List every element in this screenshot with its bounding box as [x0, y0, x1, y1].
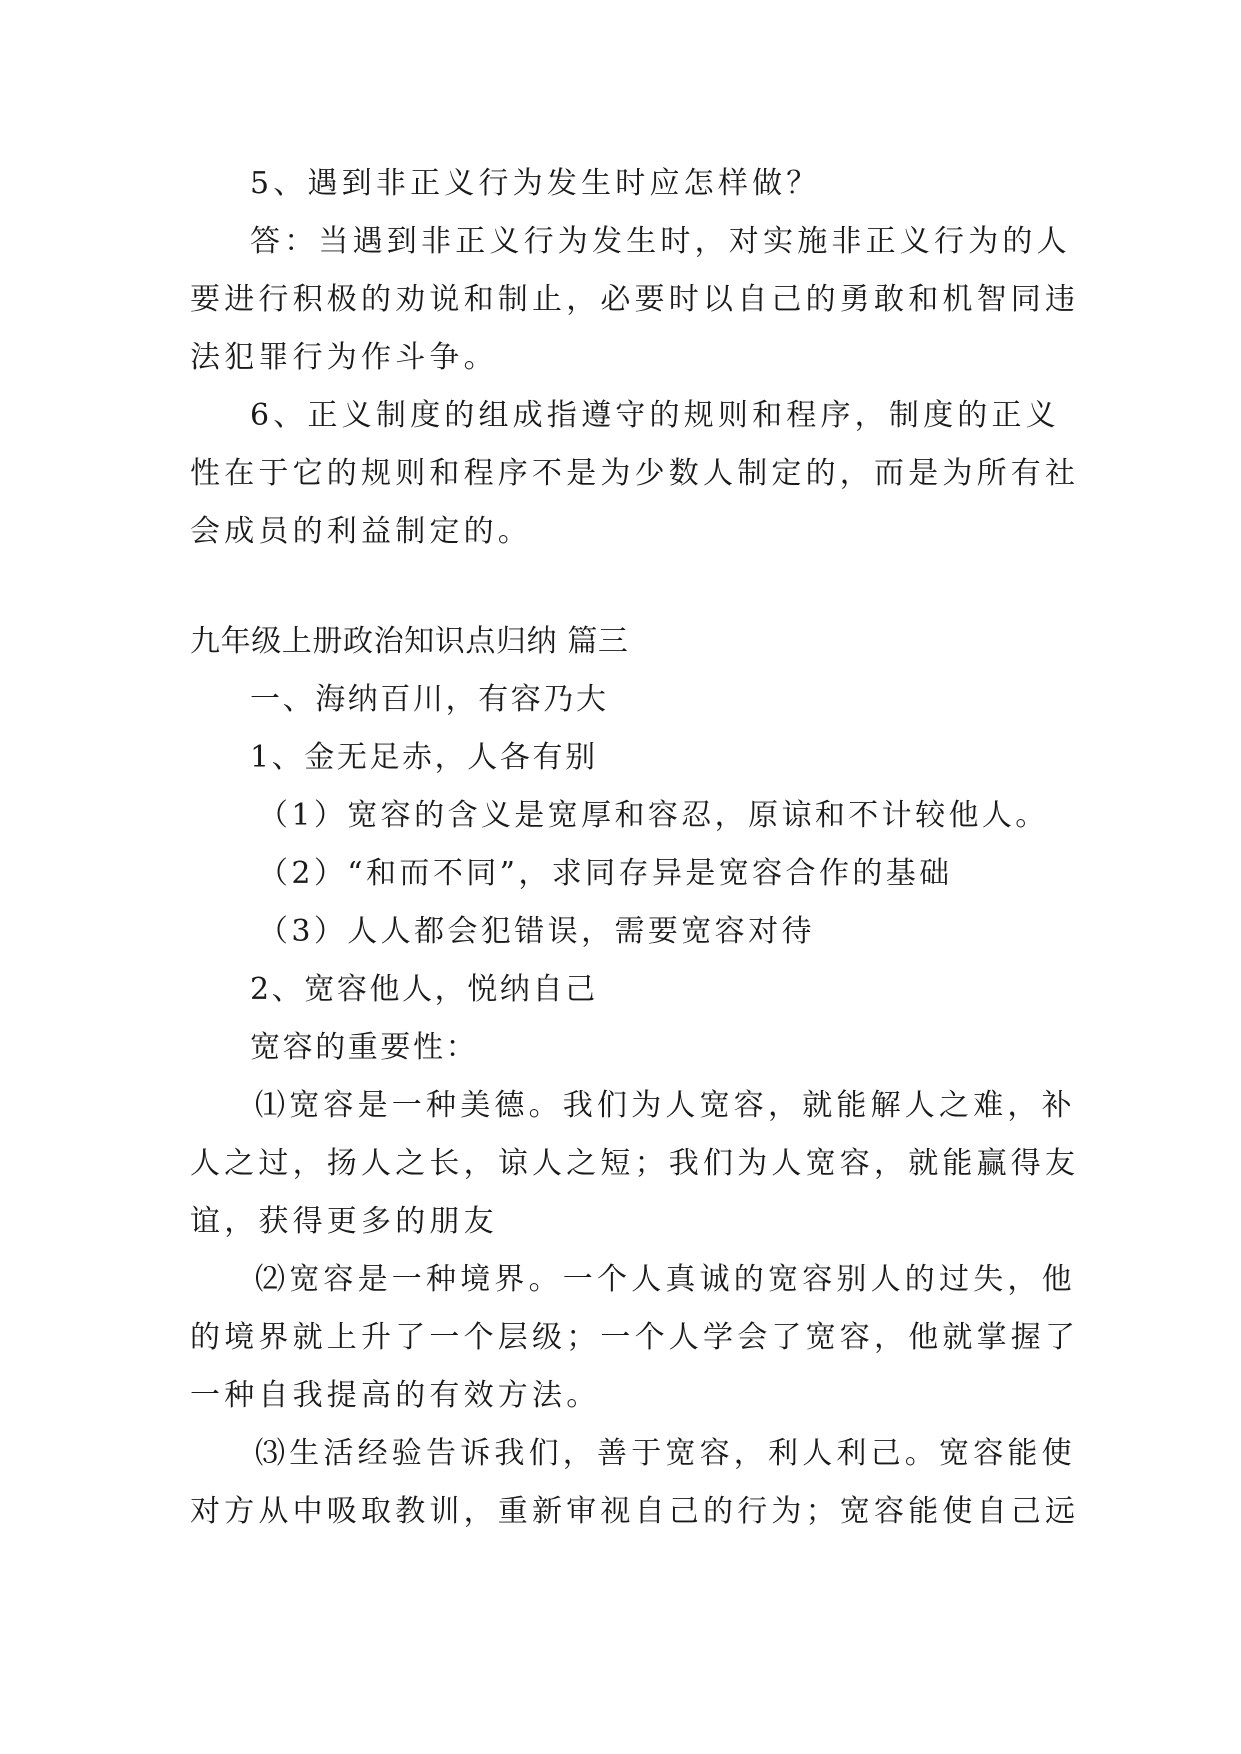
subsection-1-title: 1、金无足赤，人各有别 [250, 740, 598, 775]
question-5: 5、遇到非正义行为发生时应怎样做？ [250, 166, 821, 201]
importance-1-line-1: ⑴宽容是一种美德。我们为人宽容，就能解人之难，补 [255, 1088, 1076, 1123]
importance-label: 宽容的重要性： [250, 1030, 479, 1065]
point-6-line-3: 会成员的利益制定的。 [190, 514, 532, 549]
point-6-line-1: 6、正义制度的组成指遵守的规则和程序，制度的正义 [250, 398, 1060, 433]
answer-5-line-3: 法犯罪行为作斗争。 [190, 340, 498, 375]
answer-5-line-1: 答：当遇到非正义行为发生时，对实施非正义行为的人 [250, 224, 1071, 259]
item-1: （1）宽容的含义是宽厚和容忍，原谅和不计较他人。 [258, 798, 1049, 833]
importance-2-line-2: 的境界就上升了一个层级；一个人学会了宽容，他就掌握了 [190, 1320, 1080, 1355]
importance-3-line-1: ⑶生活经验告诉我们，善于宽容，利人利己。宽容能使 [255, 1436, 1076, 1471]
importance-1-line-3: 谊，获得更多的朋友 [190, 1204, 498, 1239]
answer-5-line-2: 要进行积极的劝说和制止，必要时以自己的勇敢和机智同违 [190, 282, 1080, 317]
importance-3-line-2: 对方从中吸取教训，重新审视自己的行为；宽容能使自己远 [190, 1494, 1080, 1529]
subsection-2-title: 2、宽容他人，悦纳自己 [250, 972, 598, 1007]
importance-2-line-1: ⑵宽容是一种境界。一个人真诚的宽容别人的过失，他 [255, 1262, 1076, 1297]
importance-2-line-3: 一种自我提高的有效方法。 [190, 1378, 601, 1413]
point-6-line-2: 性在于它的规则和程序不是为少数人制定的，而是为所有社 [190, 456, 1080, 491]
importance-1-line-2: 人之过，扬人之长，谅人之短；我们为人宽容，就能赢得友 [190, 1146, 1080, 1181]
section-heading: 九年级上册政治知识点归纳 篇三 [190, 624, 629, 659]
item-2: （2）“和而不同”，求同存异是宽容合作的基础 [258, 856, 953, 891]
chapter-title: 一、海纳百川，有容乃大 [250, 682, 609, 717]
item-3: （3）人人都会犯错误，需要宽容对待 [258, 914, 815, 949]
